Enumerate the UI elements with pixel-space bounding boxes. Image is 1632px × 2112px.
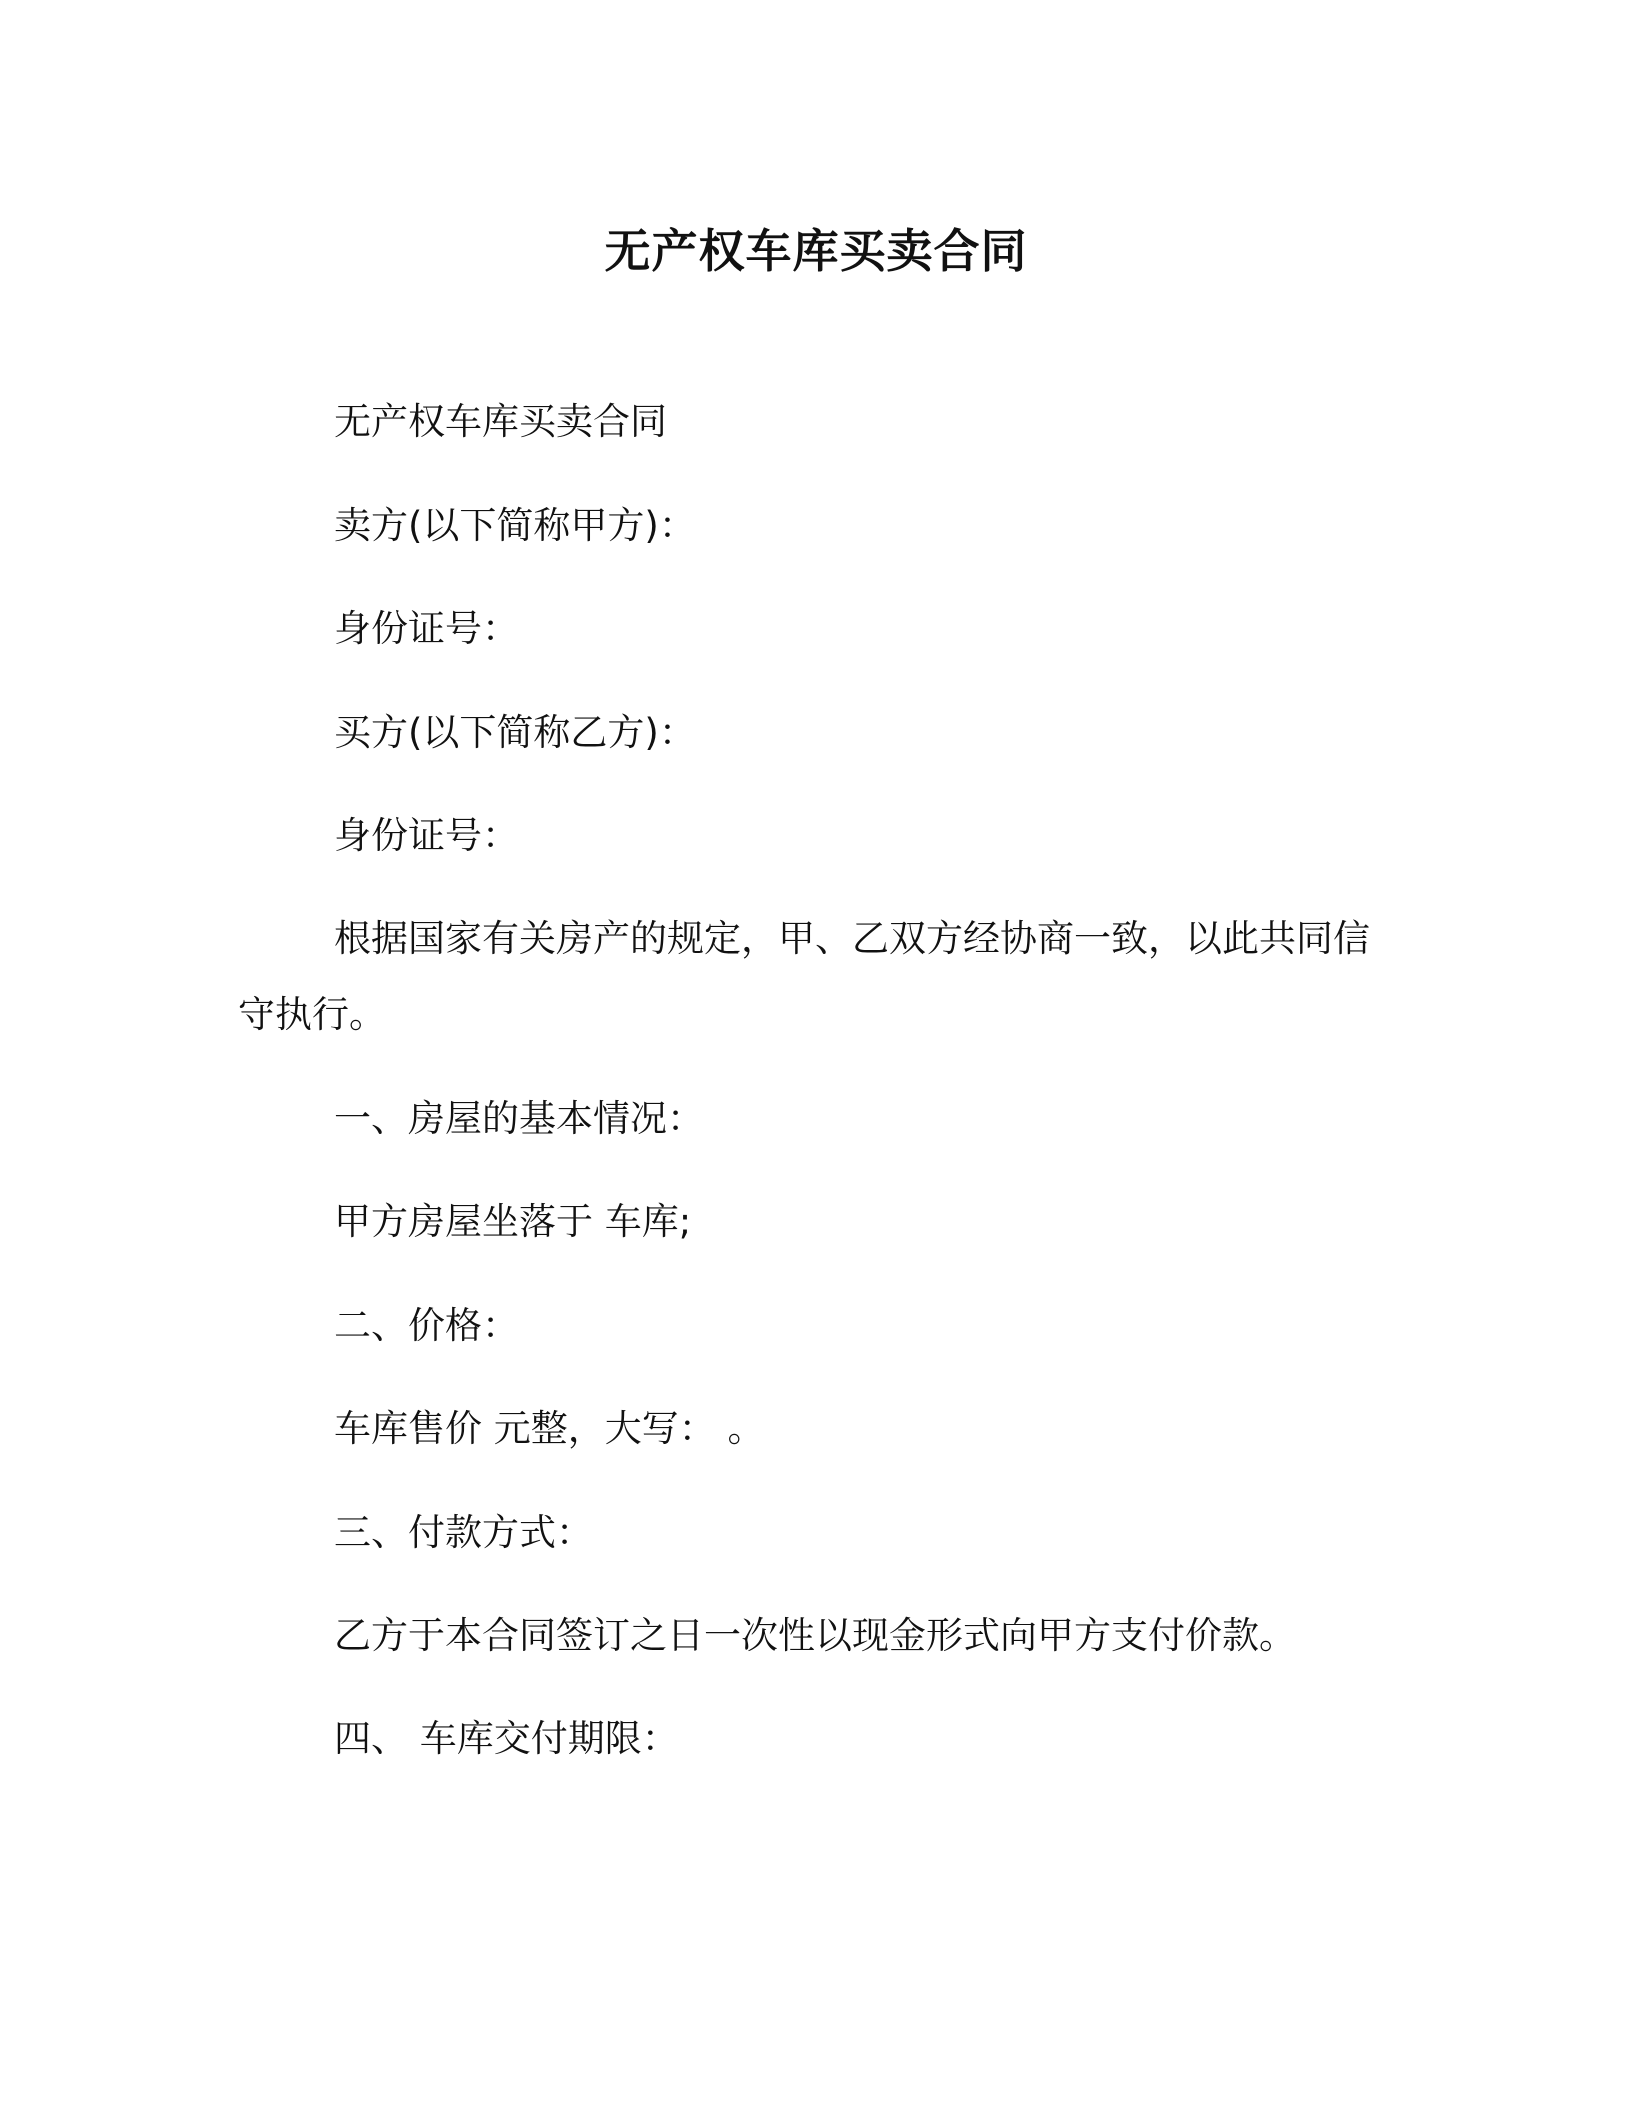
buyer-line: 买方(以下简称乙方)： bbox=[334, 711, 696, 754]
contract-heading: 无产权车库买卖合同 bbox=[334, 400, 667, 443]
agreement-paragraph-continued: 守执行。 bbox=[238, 993, 386, 1036]
section-1-heading: 一、房屋的基本情况： bbox=[334, 1097, 704, 1140]
section-1-body: 甲方房屋坐落于 车库; bbox=[334, 1200, 692, 1243]
seller-line: 卖方(以下简称甲方)： bbox=[334, 504, 696, 547]
section-2-heading: 二、价格： bbox=[334, 1304, 519, 1347]
seller-id-line: 身份证号： bbox=[334, 607, 519, 650]
section-2-body: 车库售价 元整，大写： 。 bbox=[334, 1407, 765, 1450]
document-title: 无产权车库买卖合同 bbox=[604, 224, 1028, 278]
section-4-heading: 四、 车库交付期限： bbox=[334, 1717, 679, 1760]
agreement-paragraph: 根据国家有关房产的规定，甲、乙双方经协商一致，以此共同信 bbox=[334, 917, 1370, 960]
section-3-body: 乙方于本合同签订之日一次性以现金形式向甲方支付价款。 bbox=[334, 1614, 1296, 1657]
buyer-id-line: 身份证号： bbox=[334, 814, 519, 857]
section-3-heading: 三、付款方式： bbox=[334, 1511, 593, 1554]
